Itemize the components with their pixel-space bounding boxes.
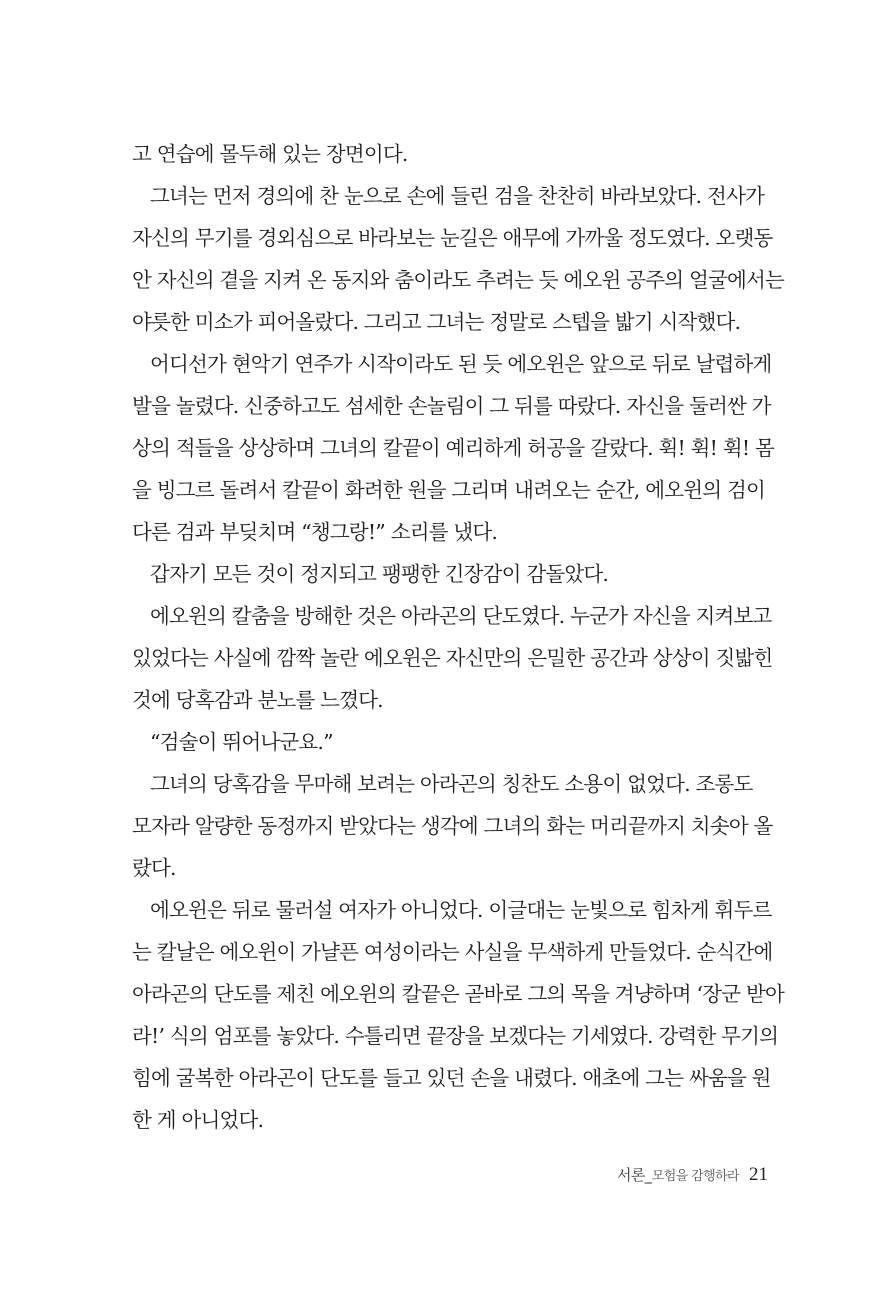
- footer-chapter-title: 모험을 감행하라: [651, 1169, 739, 1184]
- text-line: 야릇한 미소가 피어올랐다. 그리고 그녀는 정말로 스텝을 밟기 시작했다.: [132, 310, 741, 334]
- text-line: 안 자신의 곁을 지켜 온 동지와 춤이라도 추려는 듯 에오윈 공주의 얼굴에서는: [132, 268, 784, 292]
- text-line: 랐다.: [132, 856, 176, 880]
- text-line: 힘에 굴복한 아라곤이 단도를 들고 있던 손을 내렸다. 애초에 그는 싸움을 원: [132, 1066, 771, 1090]
- footer-separator: _: [644, 1168, 652, 1184]
- text-line: 어디선가 현악기 연주가 시작이라도 된 듯 에오윈은 앞으로 뒤로 날렵하게: [150, 352, 772, 376]
- text-line: 아라곤의 단도를 제친 에오윈의 칼끝은 곧바로 그의 목을 겨냥하며 ‘장군 받아: [132, 982, 784, 1006]
- text-line: 그녀는 먼저 경의에 찬 눈으로 손에 들린 검을 찬찬히 바라보았다. 전사가: [150, 184, 764, 208]
- text-line: 는 칼날은 에오윈이 가냘픈 여성이라는 사실을 무색하게 만들었다. 순식간에: [132, 940, 773, 964]
- text-line: 상의 적들을 상상하며 그녀의 칼끝이 예리하게 허공을 갈랐다. 휙! 휙! 휙! 몸: [132, 436, 774, 460]
- text-line: 을 빙그르 돌려서 칼끝이 화려한 원을 그리며 내려오는 순간, 에오윈의 검이: [132, 478, 765, 502]
- text-line: 라!’ 식의 엄포를 놓았다. 수틀리면 끝장을 보겠다는 기세였다. 강력한 무기의: [132, 1024, 779, 1048]
- text-line: 있었다는 사실에 깜짝 놀란 에오윈은 자신만의 은밀한 공간과 상상이 짓밟힌: [132, 646, 773, 670]
- text-line: 고 연습에 몰두해 있는 장면이다.: [132, 142, 408, 166]
- text-line: 자신의 무기를 경외심으로 바라보는 눈길은 애무에 가까울 정도였다. 오랫동: [132, 226, 773, 250]
- text-line: 발을 놀렸다. 신중하고도 섬세한 손놀림이 그 뒤를 따랐다. 자신을 둘러싼 가: [132, 394, 771, 418]
- text-line: 에오윈은 뒤로 물러설 여자가 아니었다. 이글대는 눈빛으로 힘차게 휘두르: [150, 898, 772, 922]
- text-line: 에오윈의 칼춤을 방해한 것은 아라곤의 단도였다. 누군가 자신을 지켜보고: [150, 604, 772, 628]
- text-line: 다른 검과 부딪치며 “챙그랑!” 소리를 냈다.: [132, 520, 498, 544]
- text-line: 모자라 알량한 동정까지 받았다는 생각에 그녀의 화는 머리끝까지 치솟아 올: [132, 814, 773, 838]
- text-line: 그녀의 당혹감을 무마해 보려는 아라곤의 칭찬도 소용이 없었다. 조롱도: [150, 772, 753, 796]
- page-footer: [617, 1164, 768, 1194]
- footer-section-title: 서론: [616, 1166, 645, 1184]
- page-number: 21: [749, 1164, 768, 1185]
- text-line: 것에 당혹감과 분노를 느꼈다.: [132, 688, 383, 712]
- text-line: 갑자기 모든 것이 정지되고 팽팽한 긴장감이 감돌았다.: [150, 562, 609, 586]
- text-line: 한 게 아니었다.: [132, 1108, 264, 1132]
- text-line: “검술이 뛰어나군요.”: [150, 730, 333, 754]
